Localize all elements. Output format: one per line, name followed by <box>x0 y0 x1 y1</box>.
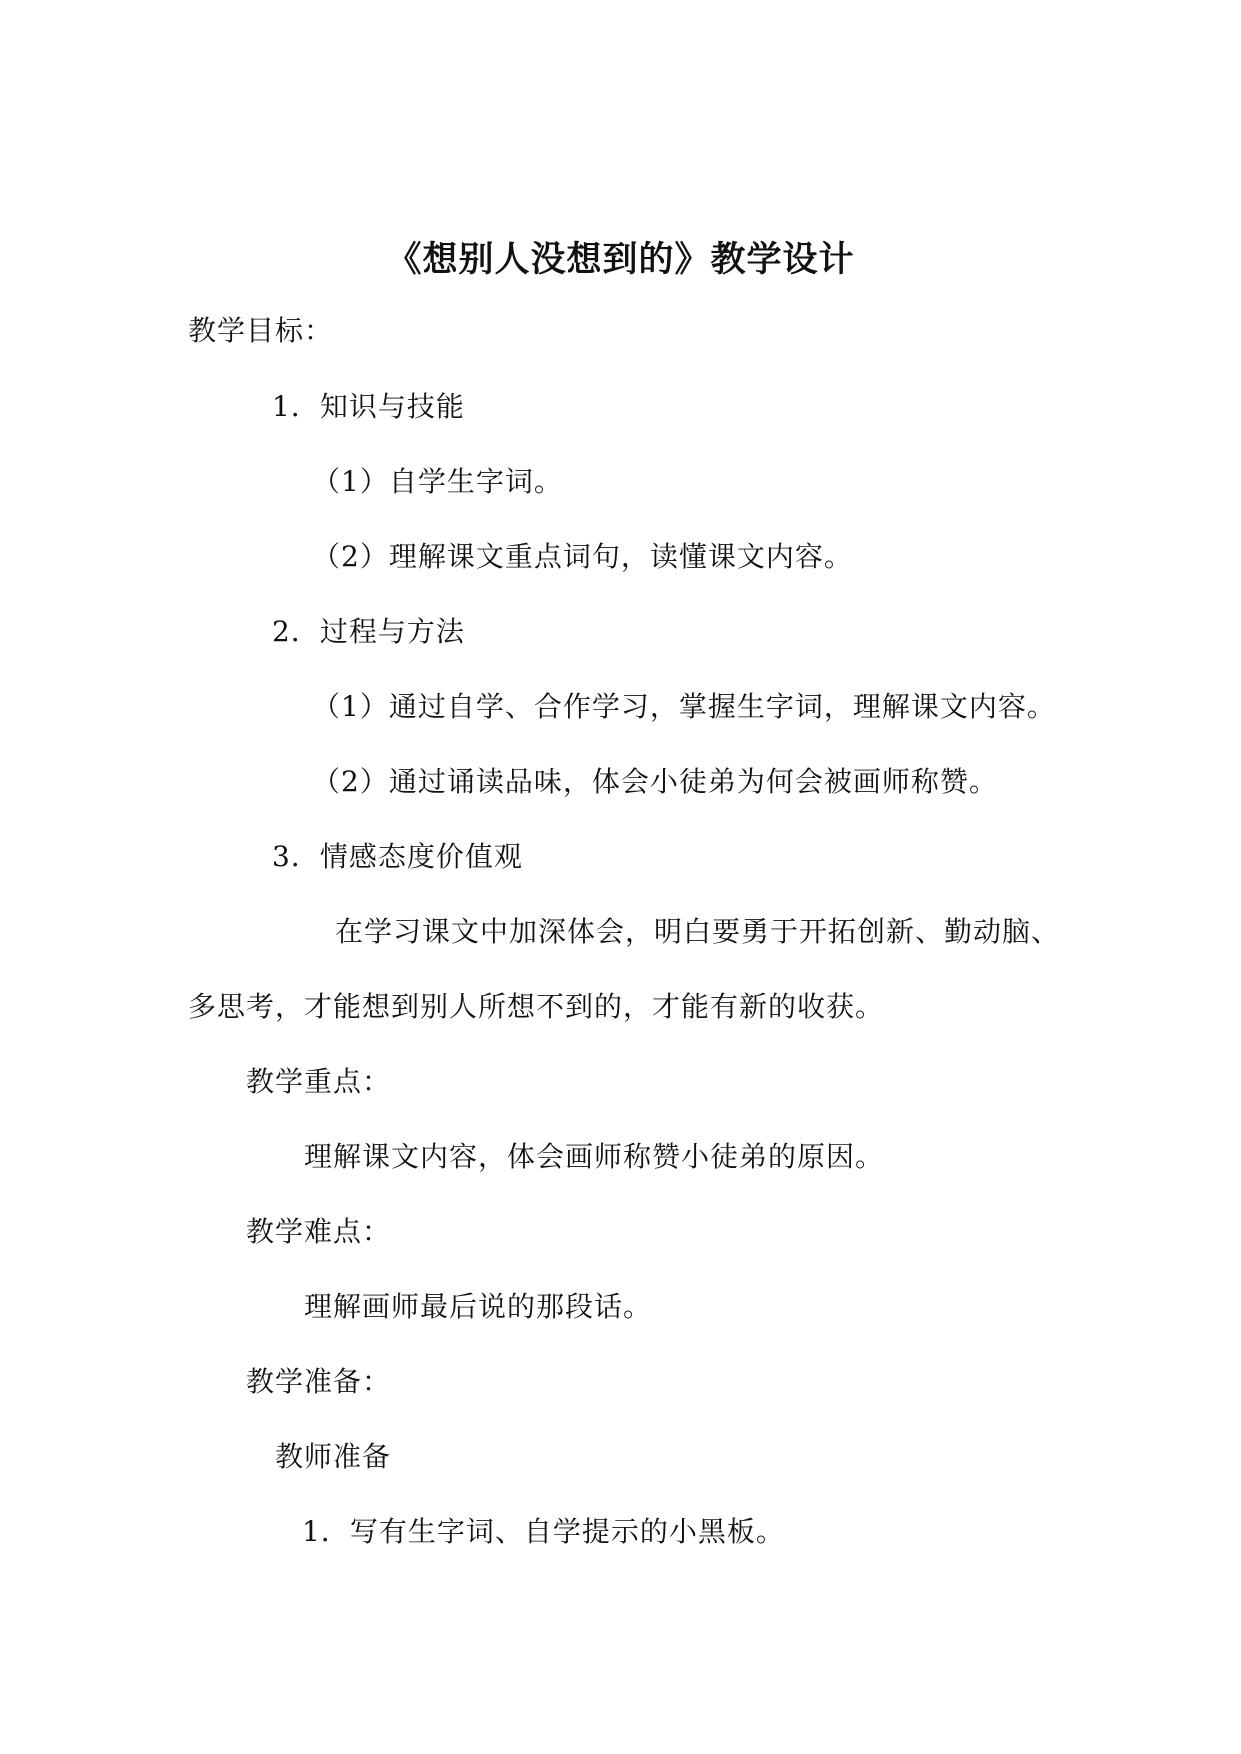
objective-3-paragraph-line-1: 在学习课文中加深体会，明白要勇于开拓创新、勤动脑、 <box>335 915 1061 948</box>
difficulty-text: 理解画师最后说的那段话。 <box>304 1290 653 1323</box>
objective-1-heading: 1．知识与技能 <box>272 390 465 423</box>
objective-1-item-2: （2）理解课文重点词句，读懂课文内容。 <box>312 540 853 573</box>
objective-2-heading: 2．过程与方法 <box>272 615 465 648</box>
difficulty-heading: 教学难点： <box>246 1215 392 1248</box>
objective-2-item-1: （1）通过自学、合作学习，掌握生字词，理解课文内容。 <box>312 690 1056 723</box>
key-point-text: 理解课文内容，体会画师称赞小徒弟的原因。 <box>304 1140 885 1173</box>
objectives-heading: 教学目标： <box>188 314 334 347</box>
teacher-preparation-heading: 教师准备 <box>275 1440 392 1473</box>
objective-3-heading: 3．情感态度价值观 <box>272 840 523 873</box>
key-point-heading: 教学重点： <box>246 1065 392 1098</box>
document-title: 《想别人没想到的》教学设计 <box>386 240 855 280</box>
teacher-preparation-item-1: 1．写有生字词、自学提示的小黑板。 <box>302 1515 785 1548</box>
objective-2-item-2: （2）通过诵读品味，体会小徒弟为何会被画师称赞。 <box>312 765 998 798</box>
preparation-heading: 教学准备： <box>246 1365 392 1398</box>
objective-3-paragraph-line-2: 多思考，才能想到别人所想不到的，才能有新的收获。 <box>188 990 885 1023</box>
objective-1-item-1: （1）自学生字词。 <box>312 465 563 498</box>
